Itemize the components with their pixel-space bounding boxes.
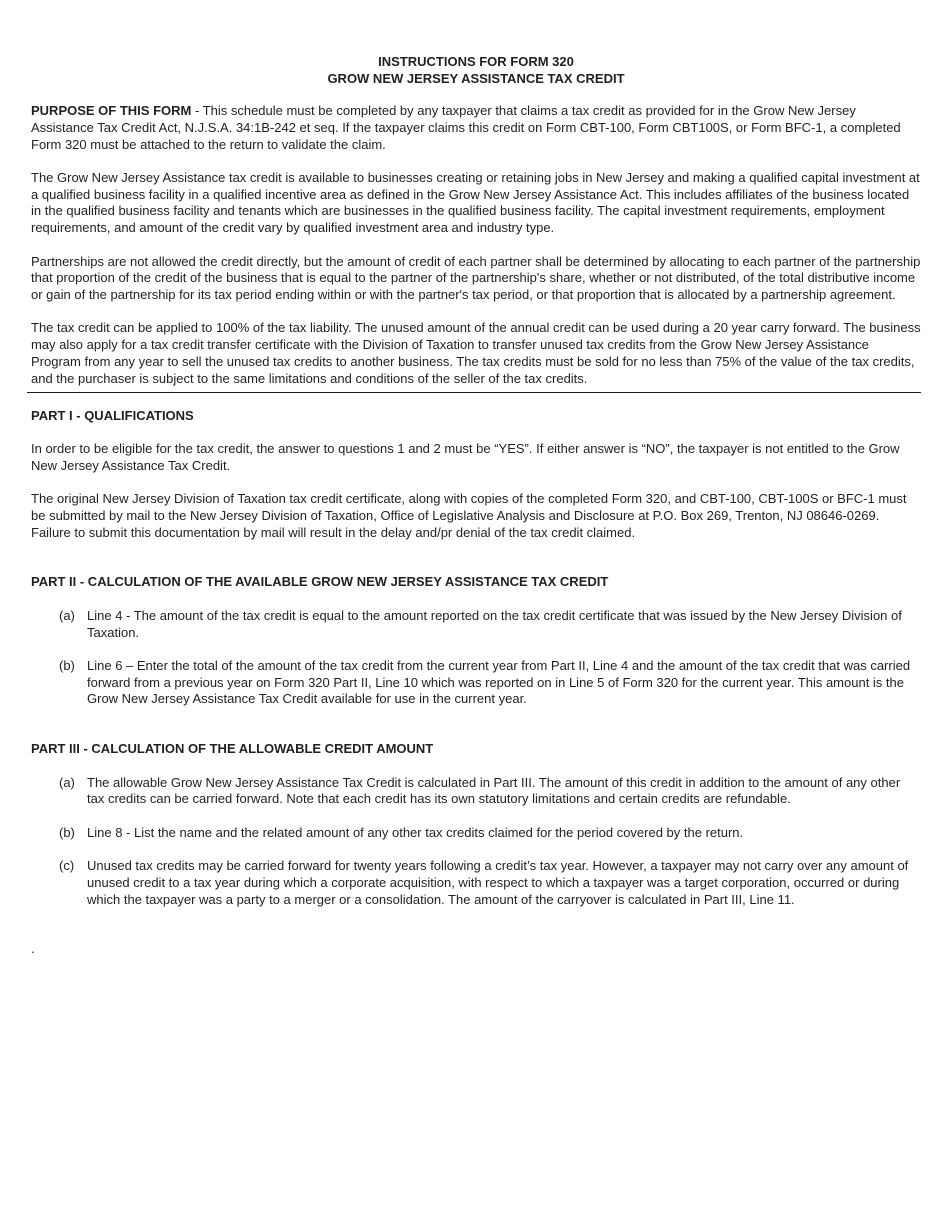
part1-paragraph-2: The original New Jersey Division of Taxation tax credit certificate, along with copies of the completed Form 320, and CBT-100, CBT-100S or BFC-1 must be submitted by mail to the New Jersey Division of Taxation, Office of Legislative Analysis and Disclosure at P.O. Box 269, Trenton, NJ 08646-0269. Failure to submit this documentation by mail will result in the delay and/pr denial of the tax credit claimed. (31, 491, 907, 540)
section-divider (27, 392, 921, 393)
list-item (31, 825, 921, 842)
instructions-page (31, 53, 921, 908)
list-marker: (b) (59, 824, 75, 840)
part2-heading: PART II - CALCULATION OF THE AVAILABLE GROW NEW JERSEY ASSISTANCE TAX CREDIT (31, 574, 609, 590)
list-item-text: Unused tax credits may be carried forward for twenty years following a credit’s tax year. However, a taxpayer may not carry over any amount of unused credit to a tax year during which a corporate acquisition, with respect to which a taxpayer was a target corporation, occurred or during which the taxpayer was a party to a merger or a consolidation. The amount of the carryover is calculated in Part III, Line 11. (87, 857, 909, 907)
list-item (31, 775, 921, 809)
part3-heading: PART III - CALCULATION OF THE ALLOWABLE CREDIT AMOUNT (31, 741, 434, 757)
purpose-paragraph (31, 103, 921, 153)
list-marker: (c) (59, 857, 75, 873)
list-marker: (a) (59, 607, 75, 623)
purpose-paragraph-4: The tax credit can be applied to 100% of the tax liability. The unused amount of the annual credit can be used during a 20 year carry forward. The business may also apply for a tax credit transfer certificate with the Division of Taxation to transfer unused tax credits from the Grow New Jersey Assistance Program from any year to sell the unused tax credits to another business. The tax credits must be sold for no less than 75% of the value of the tax credits, and the purchaser is subject to the same limitations and conditions of the seller of the tax credits. (31, 320, 921, 386)
part3-list (31, 775, 921, 909)
purpose-paragraph-2: The Grow New Jersey Assistance tax credit is available to businesses creating or retaining jobs in New Jersey and making a qualified capital investment at a qualified business facility in a qualified incentive area as defined in the Grow New Jersey Assistance Act. This includes affiliates of the business located in the qualified business facility and tenants which are businesses in the qualified business facility. The capital investment requirements, employment requirements, and amount of the credit vary by qualified investment area and industry type. (31, 169, 920, 236)
purpose-heading: PURPOSE OF THIS FORM (31, 103, 192, 118)
list-marker: (b) (59, 657, 75, 673)
part1-paragraph-1: In order to be eligible for the tax credit, the answer to questions 1 and 2 must be “YES”. If either answer is “NO”, the taxpayer is not entitled to the Grow New Jersey Assistance Tax Credit. (31, 440, 900, 473)
purpose-paragraph-3: Partnerships are not allowed the credit directly, but the amount of credit of each partner shall be determined by allocating to each partner of the partnership that proportion of the credit of the business that is equal to the partner of the partnership's share, whether or not distributed, of the total distributive income or gain of the partnership for its tax period ending within or with the partner's tax period, or that proportion that is allocated by a partnership agreement. (31, 253, 921, 303)
list-item (31, 858, 921, 908)
list-item-text: Line 6 – Enter the total of the amount of the tax credit from the current year from Part II, Line 4 and the amount of the tax credit that was carried forward from a previous year on Form 320 Part II, Line 10 which was reported on in Line 5 of Form 320 for the current year. This amount is the Grow New Jersey Assistance Tax Credit available for use in the current year. (87, 657, 911, 707)
part2-list (31, 608, 921, 708)
stray-period: . (31, 941, 35, 956)
list-item-text: Line 8 - List the name and the related amount of any other tax credits claimed for the period covered by the return. (87, 824, 744, 840)
list-item (31, 608, 921, 642)
list-item-text: The allowable Grow New Jersey Assistance Tax Credit is calculated in Part III. The amount of this credit in addition to the amount of any other tax credits can be carried forward. Note that each credit has its own statutory limitations and certain credits are refundable. (87, 774, 901, 807)
form-title: INSTRUCTIONS FOR FORM 320 (378, 54, 574, 69)
purpose-text: - This schedule must be completed by any taxpayer that claims a tax credit as provided for in the Grow New Jersey Assistance Tax Credit Act, N.J.S.A. 34:1B-242 et seq. If the taxpayer claims this credit on Form CBT-100, Form CBT100S, or Form BFC-1, a completed Form 320 must be attached to the return to validate the claim. (31, 103, 901, 152)
list-item-text: Line 4 - The amount of the tax credit is equal to the amount reported on the tax credit certificate that was issued by the New Jersey Division of Taxation. (87, 607, 902, 640)
list-marker: (a) (59, 774, 75, 790)
part1-heading: PART I - QUALIFICATIONS (31, 407, 194, 423)
list-item (31, 658, 921, 708)
form-subtitle: GROW NEW JERSEY ASSISTANCE TAX CREDIT (327, 71, 625, 86)
